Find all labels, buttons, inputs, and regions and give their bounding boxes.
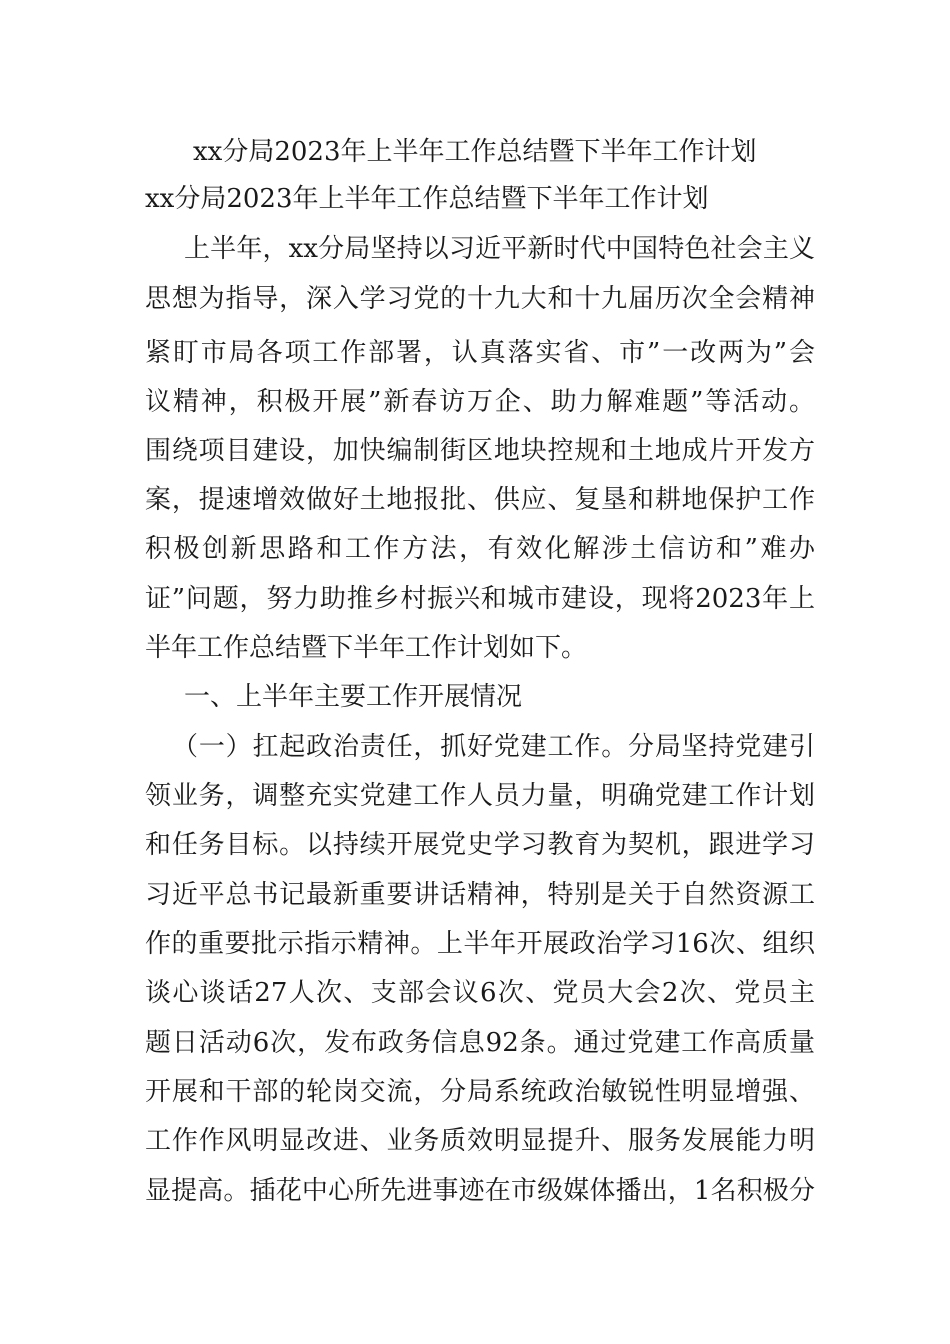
section-heading: 一、上半年主要工作开展情况 <box>184 682 523 712</box>
paragraph-line: 开展和干部的轮岗交流，分局系统政治敏锐性明显增强、 <box>145 1077 815 1107</box>
document-title: xx分局2023年上半年工作总结暨下半年工作计划 <box>193 137 757 167</box>
paragraph-line: 上半年，xx分局坚持以习近平新时代中国特色社会主义 <box>184 234 815 264</box>
paragraph-line: 领业务，调整充实党建工作人员力量，明确党建工作计划 <box>145 781 815 811</box>
paragraph-line: （一）扛起政治责任，抓好党建工作。分局坚持党建引 <box>172 732 815 762</box>
paragraph-line: 作的重要批示指示精神。上半年开展政治学习16次、组织 <box>145 929 815 959</box>
paragraph-line: 和任务目标。以持续开展党史学习教育为契机，跟进学习 <box>145 830 815 860</box>
document-subtitle: xx分局2023年上半年工作总结暨下半年工作计划 <box>145 184 709 214</box>
paragraph-line: 题日活动6次，发布政务信息92条。通过党建工作高质量 <box>145 1028 815 1058</box>
paragraph-line: 案，提速增效做好土地报批、供应、复垦和耕地保护工作 <box>145 485 815 515</box>
paragraph-line: 议精神，积极开展”新春访万企、助力解难题”等活动。 <box>145 387 815 417</box>
paragraph-line: 显提高。插花中心所先进事迹在市级媒体播出，1名积极分 <box>145 1176 815 1206</box>
paragraph-line: 习近平总书记最新重要讲话精神，特别是关于自然资源工 <box>145 880 815 910</box>
paragraph-line: 半年工作总结暨下半年工作计划如下。 <box>145 633 588 663</box>
paragraph-line: 紧盯市局各项工作部署，认真落实省、市”一改两为”会 <box>145 338 815 368</box>
paragraph-line: 思想为指导，深入学习党的十九大和十九届历次全会精神 <box>145 284 815 314</box>
paragraph-line: 证”问题，努力助推乡村振兴和城市建设，现将2023年上 <box>145 584 815 614</box>
paragraph-line: 围绕项目建设，加快编制街区地块控规和土地成片开发方 <box>145 436 815 466</box>
paragraph-line: 积极创新思路和工作方法，有效化解涉土信访和”难办 <box>145 534 815 564</box>
paragraph-line: 工作作风明显改进、业务质效明显提升、服务发展能力明 <box>145 1126 815 1156</box>
paragraph-line: 谈心谈话27人次、支部会议6次、党员大会2次、党员主 <box>145 978 815 1008</box>
